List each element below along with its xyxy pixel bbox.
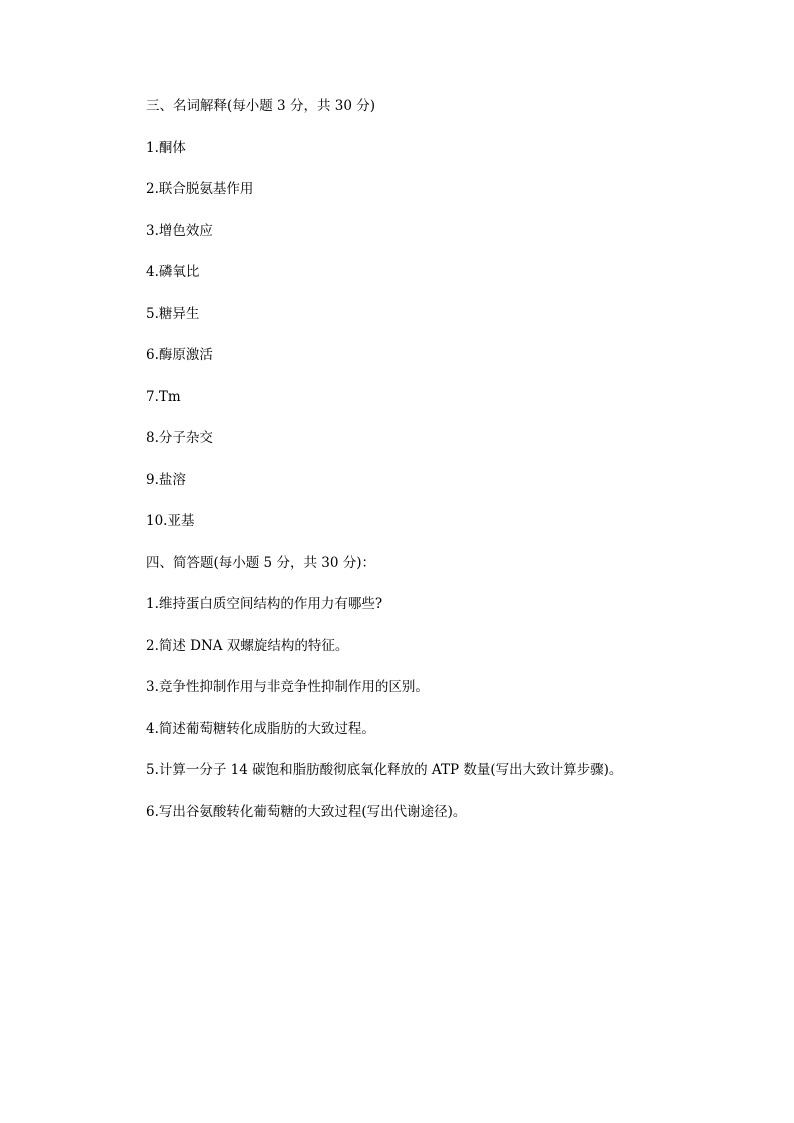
section-4-heading: 四、简答题(每小题 5 分，共 30 分)：	[146, 554, 375, 571]
question-item: 5.计算一分子 14 碳饱和脂肪酸彻底氧化释放的 ATP 数量(写出大致计算步骤)。	[146, 762, 623, 778]
question-item: 6.写出谷氨酸转化葡萄糖的大致过程(写出代谢途径)。	[146, 803, 467, 820]
exam-content	[146, 96, 746, 843]
term-item: 7.Tm	[146, 388, 181, 405]
term-item: 2.联合脱氨基作用	[146, 181, 254, 197]
question-item: 3.竞争性抑制作用与非竞争性抑制作用的区别。	[146, 679, 429, 695]
section-3-heading: 三、名词解释(每小题 3 分，共 30 分)	[146, 98, 375, 114]
term-item: 9.盐溶	[146, 471, 186, 488]
term-item: 3.增色效应	[146, 222, 213, 239]
term-item: 10.亚基	[146, 513, 195, 529]
term-item: 5.糖异生	[146, 305, 200, 322]
term-item: 1.酮体	[146, 139, 186, 156]
term-item: 6.酶原激活	[146, 347, 213, 363]
term-item: 8.分子杂交	[146, 430, 213, 446]
question-item: 4.简述葡萄糖转化成脂肪的大致过程。	[146, 720, 375, 737]
term-item: 4.磷氧比	[146, 264, 200, 280]
question-item: 2.简述 DNA 双螺旋结构的特征。	[146, 637, 349, 654]
question-item: 1.维持蛋白质空间结构的作用力有哪些?	[146, 596, 383, 612]
